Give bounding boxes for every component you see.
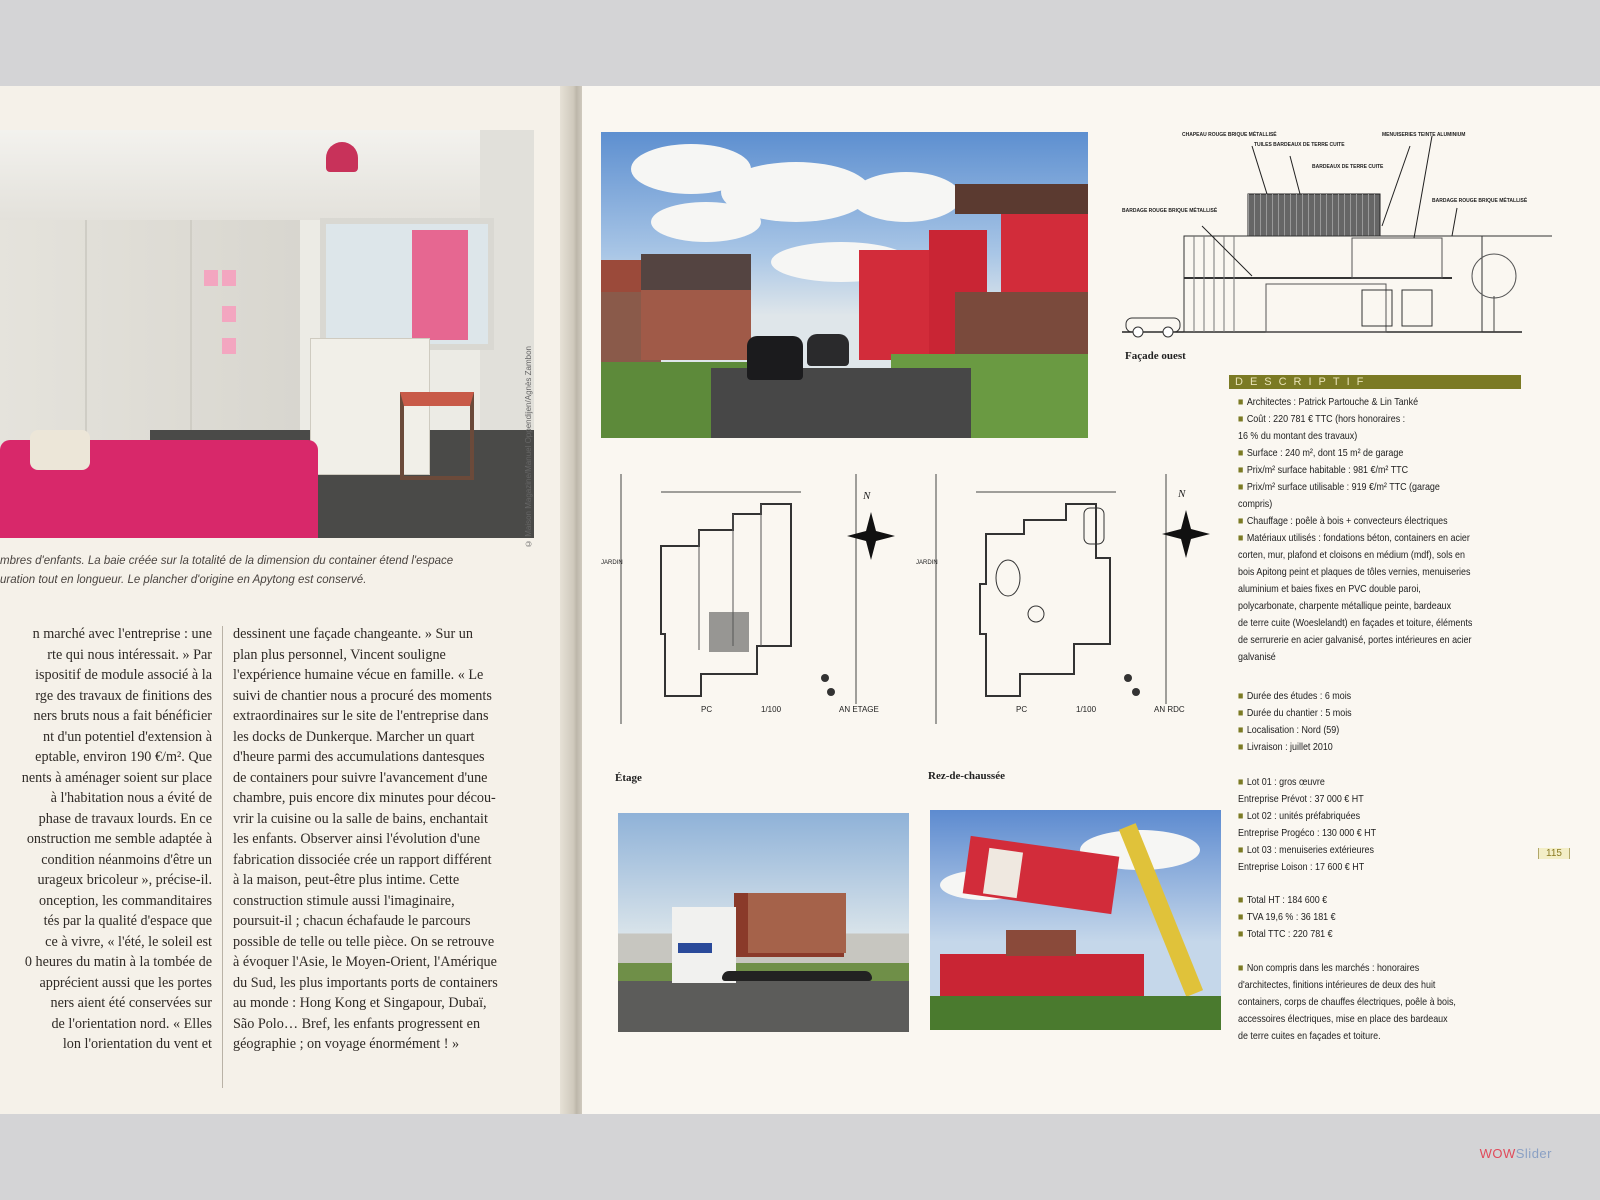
caption-line: uration tout en longueur. Le plancher d'origine en Apytong est conservé. [0, 574, 367, 586]
descriptif-text: Entreprise Progéco : 130 000 € HT [1238, 828, 1377, 839]
facade-label: Façade ouest [1125, 350, 1186, 362]
bullet-square-icon: ■ [1238, 777, 1244, 788]
container-houses-photo [601, 132, 1088, 438]
article-line: 0 heures du matin à la tombée de [24, 954, 212, 970]
descriptif-text: Architectes : Patrick Partouche & Lin Tanké [1246, 397, 1419, 408]
descriptif-line [1238, 615, 1472, 632]
descriptif-line [1238, 428, 1472, 445]
descriptif-text: Prix/m² surface habitable : 981 €/m² TTC [1246, 465, 1409, 476]
descriptif-line [1238, 394, 1472, 411]
article-line: rte qui nous intéressait. » Par [47, 646, 212, 663]
descriptif-line [1238, 479, 1472, 496]
bullet-square-icon: ■ [1238, 397, 1244, 408]
article-line: à la maison, peut-être plus intime. Cette [233, 872, 460, 888]
article-line: poursuit-il ; chacun échafaude le parcours [233, 913, 471, 929]
article-line: eptable, environ 190 €/m². Que [35, 749, 212, 765]
descriptif-line [1238, 649, 1472, 666]
floor-plan-rdc [916, 474, 1232, 724]
descriptif-text: corten, mur, plafond et cloisons en médium (mdf), sols en [1238, 550, 1465, 561]
descriptif-text: galvanisé [1238, 652, 1276, 663]
bullet-square-icon: ■ [1238, 811, 1244, 822]
descriptif-text: d'architectes, finitions intérieures de deux des huit [1238, 980, 1436, 991]
bullet-square-icon: ■ [1238, 516, 1244, 527]
article-line: lon l'orientation du vent et [62, 1036, 212, 1052]
plan-code-label: AN ETAGE [839, 705, 879, 714]
crane-lifting-photo [930, 810, 1221, 1030]
descriptif-text: Lot 03 : menuiseries extérieures [1246, 845, 1375, 856]
descriptif-line [1238, 977, 1456, 994]
descriptif-text: accessoires électriques, mise en place des bardeaux [1238, 1014, 1448, 1025]
floor-plan-etage-svg [601, 474, 917, 724]
bullet-square-icon: ■ [1238, 929, 1244, 940]
descriptif-line [1238, 808, 1376, 825]
etage-label: Étage [615, 772, 642, 784]
article-line: fabrication dissociée crée un rapport différent [233, 851, 492, 868]
article-line: suivi de chantier nous a procuré des moments [233, 687, 492, 704]
watermark-part2: Slider [1515, 1146, 1552, 1161]
descriptif-block-schedule [1238, 688, 1352, 756]
article-column-2 [233, 624, 526, 1055]
facade-note: BARDEAUX DE TERRE CUITE [1312, 164, 1384, 170]
facade-drawing [1122, 126, 1552, 356]
facade-elevation-svg [1122, 126, 1552, 356]
descriptif-line [1238, 892, 1336, 909]
descriptif-line [1238, 411, 1472, 428]
descriptif-line [1238, 909, 1336, 926]
bullet-square-icon: ■ [1238, 725, 1244, 736]
north-label: N [863, 490, 871, 502]
descriptif-title: DESCRIPTIF [1235, 376, 1371, 388]
descriptif-text: Coût : 220 781 € TTC (hors honoraires : [1246, 414, 1406, 425]
right-page [582, 86, 1600, 1114]
article-line: ce à vivre, « l'été, le soleil est [45, 933, 212, 950]
descriptif-text: Entreprise Loison : 17 600 € HT [1238, 862, 1365, 873]
article-line: onception, les commanditaires [39, 892, 212, 909]
article-line: tés par la qualité d'espace que [43, 913, 212, 929]
descriptif-line [1238, 564, 1472, 581]
descriptif-text: Entreprise Prévot : 37 000 € HT [1238, 794, 1364, 805]
article-line: les enfants. Observer ainsi l'évolution d'une [233, 831, 481, 847]
photo-caption [0, 552, 520, 590]
column-divider [222, 626, 223, 1088]
article-line: du Sud, les plus importants ports de containers [233, 974, 498, 991]
bullet-square-icon: ■ [1238, 845, 1244, 856]
garden-label: JARDIN [916, 560, 938, 566]
descriptif-text: Lot 02 : unités préfabriquées [1246, 811, 1361, 822]
article-line: ners bruts nous a fait bénéficier [33, 708, 212, 724]
slider-watermark[interactable] [1480, 1146, 1552, 1161]
article-line: condition néanmoins d'être un [41, 851, 212, 868]
descriptif-line [1238, 739, 1352, 756]
article-line: à évoquer l'Asie, le Moyen-Orient, l'Amérique [233, 954, 497, 970]
descriptif-text: Matériaux utilisés : fondations béton, containers en acier [1246, 533, 1470, 544]
article-line: urageux bricoleur », précise-il. [37, 872, 212, 888]
article-line: São Polo… Bref, les enfants progressent en [233, 1015, 481, 1032]
children-bedroom-photo [0, 130, 534, 538]
bullet-square-icon: ■ [1238, 963, 1244, 974]
article-column-1 [0, 624, 212, 1055]
descriptif-line [1238, 462, 1472, 479]
article-line: extraordinaires sur le site de l'entreprise dans [233, 708, 489, 724]
descriptif-text: bois Apitong peint et plaques de tôles vernies, menuiseries [1238, 567, 1471, 578]
article-line: de l'orientation nord. « Elles [51, 1015, 212, 1032]
descriptif-block-totals [1238, 892, 1336, 943]
descriptif-text: Non compris dans les marchés : honoraires [1246, 963, 1420, 974]
article-line: géographie ; on voyage énormément ! » [233, 1036, 460, 1052]
bullet-square-icon: ■ [1238, 912, 1244, 923]
bullet-square-icon: ■ [1238, 465, 1244, 476]
descriptif-line [1238, 688, 1352, 705]
bullet-square-icon: ■ [1238, 742, 1244, 753]
descriptif-line [1238, 632, 1472, 649]
bullet-square-icon: ■ [1238, 533, 1244, 544]
page-number: 115 [1538, 848, 1570, 859]
descriptif-block-lots [1238, 774, 1376, 876]
garden-label: JARDIN [601, 560, 623, 566]
article-line: dessinent une façade changeante. » Sur un [233, 626, 473, 642]
rdc-label: Rez-de-chaussée [928, 770, 1005, 782]
descriptif-line [1238, 825, 1376, 842]
article-line: ners aient été conservées sur [50, 995, 212, 1011]
photo-credit: © Maison Magazine/Manuel Oppendijen/Agnès Zambon [524, 346, 533, 549]
article-line: apprécient aussi que les portes [39, 974, 212, 991]
article-line: rge des travaux de finitions des [35, 687, 212, 704]
descriptif-line [1238, 791, 1376, 808]
descriptif-text: Localisation : Nord (59) [1246, 725, 1340, 736]
bullet-square-icon: ■ [1238, 414, 1244, 425]
descriptif-text: Prix/m² surface utilisable : 919 €/m² TTC (garage [1246, 482, 1440, 493]
descriptif-line [1238, 705, 1352, 722]
descriptif-line [1238, 530, 1472, 547]
descriptif-text: 16 % du montant des travaux) [1238, 431, 1358, 442]
bullet-square-icon: ■ [1238, 895, 1244, 906]
bullet-square-icon: ■ [1238, 448, 1244, 459]
descriptif-block-exclusions [1238, 960, 1456, 1045]
descriptif-text: Lot 01 : gros œuvre [1246, 777, 1325, 788]
truck-transport-photo [618, 813, 909, 1032]
article-line: vrir la cuisine ou la salle de bains, enchantait [233, 810, 488, 827]
descriptif-line [1238, 598, 1472, 615]
floor-plan-rdc-svg [916, 474, 1232, 724]
article-line: n marché avec l'entreprise : une [32, 626, 212, 642]
descriptif-text: Total TTC : 220 781 € [1246, 929, 1333, 940]
floor-plan-etage [601, 474, 917, 724]
north-label: N [1178, 488, 1186, 500]
bullet-square-icon: ■ [1238, 691, 1244, 702]
descriptif-header [1229, 375, 1521, 389]
article-line: possible de telle ou telle pièce. On se retrouve [233, 933, 495, 950]
article-line: de containers pour suivre l'avancement d'une [233, 769, 488, 786]
descriptif-text: Chauffage : poêle à bois + convecteurs électriques [1246, 516, 1448, 527]
descriptif-text: de terre cuites en façades et toiture. [1238, 1031, 1381, 1042]
article-line: nents à aménager soient sur place [21, 769, 212, 786]
descriptif-text: Total HT : 184 600 € [1246, 895, 1328, 906]
descriptif-line [1238, 994, 1456, 1011]
watermark-part1: WOW [1479, 1146, 1516, 1161]
article-line: chambre, puis encore dix minutes pour décou- [233, 790, 496, 806]
descriptif-block-general [1238, 394, 1472, 666]
descriptif-line [1238, 926, 1336, 943]
facade-note: BARDAGE ROUGE BRIQUE MÉTALLISÉ [1122, 208, 1218, 214]
descriptif-text: containers, corps de chauffes électriques, poêle à bois, [1238, 997, 1456, 1008]
descriptif-text: Livraison : juillet 2010 [1246, 742, 1333, 753]
descriptif-line [1238, 960, 1456, 977]
descriptif-line [1238, 859, 1376, 876]
pc-label: PC [701, 705, 713, 714]
descriptif-text: Durée du chantier : 5 mois [1246, 708, 1352, 719]
descriptif-text: Surface : 240 m², dont 15 m² de garage [1246, 448, 1404, 459]
descriptif-line [1238, 513, 1472, 530]
descriptif-line [1238, 496, 1472, 513]
scale-label: 1/100 [761, 705, 782, 714]
article-line: onstruction me semble adaptée à [26, 831, 212, 847]
descriptif-text: TVA 19,6 % : 36 181 € [1246, 912, 1336, 923]
descriptif-line [1238, 581, 1472, 598]
descriptif-line [1238, 722, 1352, 739]
plan-code-label: AN RDC [1154, 705, 1185, 714]
article-line: au monde : Hong Kong et Singapour, Dubaï, [233, 995, 487, 1011]
descriptif-text: compris) [1238, 499, 1273, 510]
facade-note: BARDAGE ROUGE BRIQUE MÉTALLISÉ [1432, 198, 1528, 204]
article-line: phase de travaux lourds. En ce [38, 810, 212, 827]
article-line: ispositif de module associé à la [35, 667, 212, 683]
pc-label: PC [1016, 705, 1028, 714]
article-line: à l'habitation nous a évité de [50, 790, 212, 806]
scale-label: 1/100 [1076, 705, 1097, 714]
descriptif-line [1238, 1011, 1456, 1028]
article-line: plan plus personnel, Vincent souligne [233, 646, 446, 663]
descriptif-text: de serrurerie en acier galvanisé, portes intérieures en acier [1238, 635, 1472, 646]
left-page [0, 86, 575, 1114]
descriptif-text: Durée des études : 6 mois [1246, 691, 1352, 702]
descriptif-line [1238, 774, 1376, 791]
article-line: nt d'un potentiel d'extension à [42, 728, 212, 745]
article-line: les docks de Dunkerque. Marcher un quart [233, 728, 475, 745]
descriptif-text: aluminium et baies fixes en PVC double paroi, [1238, 584, 1421, 595]
facade-note: MENUISERIES TEINTE ALUMINIUM [1382, 132, 1466, 138]
facade-note: CHAPEAU ROUGE BRIQUE MÉTALLISÉ [1182, 132, 1277, 138]
descriptif-line [1238, 547, 1472, 564]
descriptif-line [1238, 842, 1376, 859]
article-line: l'expérience humaine vécue en famille. « Le [233, 667, 484, 683]
descriptif-line [1238, 1028, 1456, 1045]
article-line: construction stimule aussi l'imaginaire, [233, 892, 455, 909]
descriptif-text: polycarbonate, charpente métallique peinte, bardeaux [1238, 601, 1452, 612]
facade-note: TUILES BARDEAUX DE TERRE CUITE [1254, 142, 1345, 148]
descriptif-line [1238, 445, 1472, 462]
article-line: d'heure parmi des accumulations dantesques [233, 749, 485, 765]
caption-line: mbres d'enfants. La baie créée sur la totalité de la dimension du container étend l'espace [0, 555, 454, 567]
descriptif-text: de terre cuite (Woeslelandt) en façades et toiture, éléments [1238, 618, 1473, 629]
bullet-square-icon: ■ [1238, 708, 1244, 719]
bullet-square-icon: ■ [1238, 482, 1244, 493]
